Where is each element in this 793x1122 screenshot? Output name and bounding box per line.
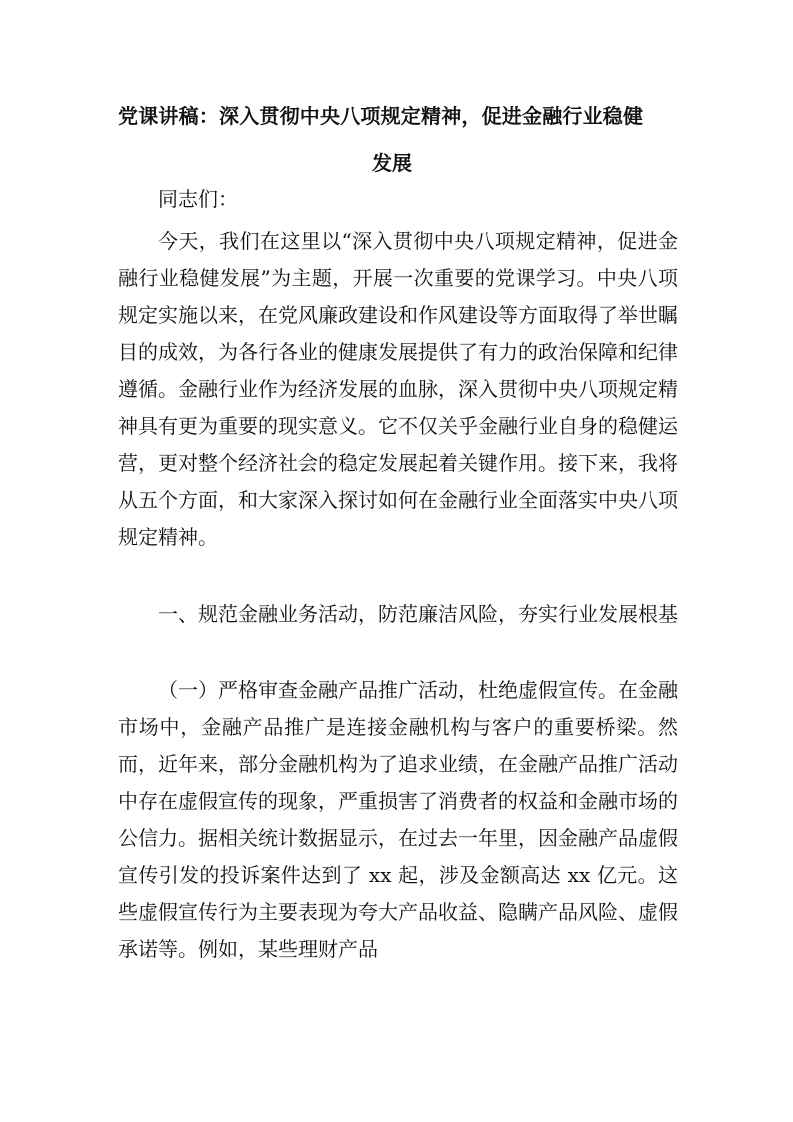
- section-heading: 一、规范金融业务活动，防范廉洁风险，夯实行业发展根基: [158, 602, 678, 626]
- document-title-line-1: 党课讲稿：深入贯彻中央八项规定精神，促进金融行业稳健: [118, 104, 644, 128]
- subsection-paragraph: （一）严格审查金融产品推广活动，杜绝虚假宣传。在金融市场中，金融产品推广是连接金融机构与客户的重要桥梁。然而，近年来，部分金融机构为了追求业绩，在金融产品推广活动中存在虚假宣传的现象，严重损害了消费者的权益和金融市场的公信力。据相关统计数据显示，在过去一年里，因金融产品虚假宣传引发的投诉案件达到了 xx 起，涉及金额高达 xx 亿元。这些虚假宣传行为主要表现为夸大产品收益、隐瞒产品风险、虚假承诺等。例如，某些理财产品: [118, 678, 678, 961]
- intro-paragraph: 今天，我们在这里以“深入贯彻中央八项规定精神，促进金融行业稳健发展”为主题，开展一次重要的党课学习。中央八项规定实施以来，在党风廉政建设和作风建设等方面取得了举世瞩目的成效，为各行各业的健康发展提供了有力的政治保障和纪律遵循。金融行业作为经济发展的血脉，深入贯彻中央八项规定精神具有更为重要的现实意义。它不仅关乎金融行业自身的稳健运营，更对整个经济社会的稳定发展起着关键作用。接下来，我将从五个方面，和大家深入探讨如何在金融行业全面落实中央八项规定精神。: [118, 229, 678, 549]
- document-title-line-2: 发展: [372, 151, 412, 175]
- salutation: 同志们：: [158, 187, 238, 211]
